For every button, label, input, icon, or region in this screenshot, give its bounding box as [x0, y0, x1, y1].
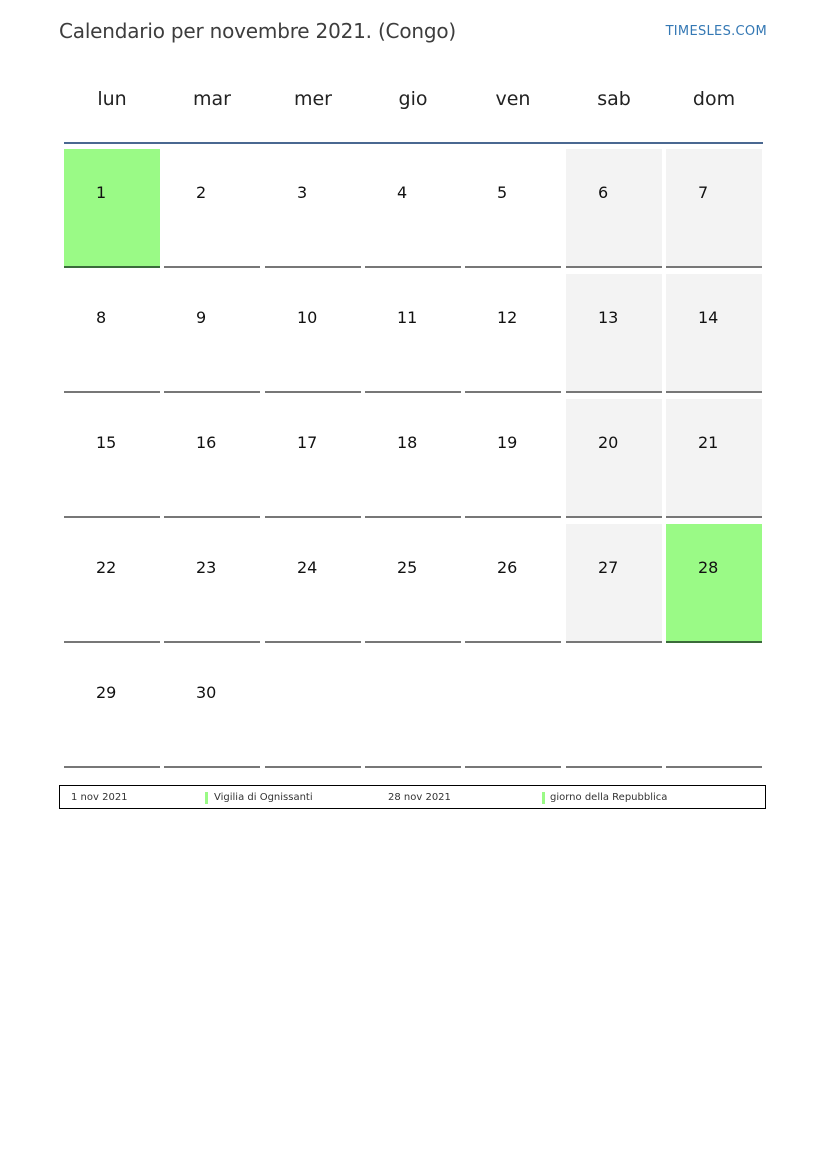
day-number: 27 — [598, 558, 619, 577]
day-cell — [566, 274, 662, 393]
legend-holiday-name: giorno della Repubblica — [550, 792, 668, 803]
empty-day-cell — [566, 649, 662, 768]
day-number: 22 — [96, 558, 117, 577]
empty-day-cell — [465, 649, 561, 768]
day-cell — [164, 149, 260, 268]
legend-date: 1 nov 2021 — [71, 792, 128, 803]
day-cell — [666, 274, 762, 393]
weekday-label: mer — [293, 88, 332, 110]
day-number: 16 — [196, 433, 217, 452]
day-number: 21 — [698, 433, 719, 452]
day-cell — [164, 399, 260, 518]
holiday-legend — [59, 785, 766, 809]
day-cell — [566, 149, 662, 268]
day-number: 8 — [96, 308, 107, 327]
day-cell — [164, 524, 260, 643]
holiday-color-marker — [205, 792, 208, 804]
day-number: 28 — [698, 558, 719, 577]
weekday-label: lun — [97, 88, 127, 110]
day-number: 23 — [196, 558, 217, 577]
day-cell — [566, 524, 662, 643]
day-number: 24 — [297, 558, 318, 577]
day-number: 10 — [297, 308, 318, 327]
day-number: 30 — [196, 683, 217, 702]
day-number: 15 — [96, 433, 117, 452]
day-cell — [164, 274, 260, 393]
empty-day-cell — [365, 649, 461, 768]
page-title: Calendario per novembre 2021. (Congo) — [59, 19, 456, 43]
empty-day-cell — [666, 649, 762, 768]
day-cell — [666, 399, 762, 518]
day-number: 17 — [297, 433, 318, 452]
weekday-label: dom — [692, 88, 736, 110]
day-number: 18 — [397, 433, 418, 452]
day-cell — [265, 274, 361, 393]
day-cell — [365, 524, 461, 643]
weekday-label: gio — [398, 88, 428, 110]
brand-link[interactable]: TIMESLES.COM — [665, 24, 767, 39]
holiday-color-marker — [542, 792, 545, 804]
day-cell — [64, 524, 160, 643]
day-cell — [365, 149, 461, 268]
day-cell — [365, 274, 461, 393]
day-cell — [566, 399, 662, 518]
day-number: 13 — [598, 308, 619, 327]
day-cell — [265, 149, 361, 268]
day-cell — [64, 399, 160, 518]
day-cell — [666, 524, 762, 643]
day-number: 12 — [497, 308, 518, 327]
day-cell — [465, 524, 561, 643]
day-number: 14 — [698, 308, 719, 327]
day-number: 20 — [598, 433, 619, 452]
day-cell — [465, 149, 561, 268]
day-cell — [465, 399, 561, 518]
header-divider — [64, 142, 763, 144]
day-cell — [265, 399, 361, 518]
day-number: 26 — [497, 558, 518, 577]
day-number: 29 — [96, 683, 117, 702]
day-number: 5 — [497, 183, 508, 202]
day-number: 6 — [598, 183, 609, 202]
weekday-label: sab — [597, 88, 631, 110]
legend-date: 28 nov 2021 — [388, 792, 451, 803]
day-cell — [465, 274, 561, 393]
weekday-label: mar — [193, 88, 231, 110]
day-cell — [64, 274, 160, 393]
day-cell — [666, 149, 762, 268]
day-cell — [64, 149, 160, 268]
day-number: 3 — [297, 183, 308, 202]
day-number: 4 — [397, 183, 408, 202]
day-cell — [64, 649, 160, 768]
day-number: 2 — [196, 183, 207, 202]
legend-holiday-name: Vigilia di Ognissanti — [214, 792, 313, 803]
day-cell — [164, 649, 260, 768]
day-cell — [265, 524, 361, 643]
day-number: 7 — [698, 183, 709, 202]
day-number: 11 — [397, 308, 418, 327]
day-number: 25 — [397, 558, 418, 577]
day-number: 9 — [196, 308, 207, 327]
weekday-label: ven — [495, 88, 531, 110]
day-cell — [365, 399, 461, 518]
day-number: 1 — [96, 183, 107, 202]
day-number: 19 — [497, 433, 518, 452]
weekday-header — [64, 88, 763, 120]
empty-day-cell — [265, 649, 361, 768]
